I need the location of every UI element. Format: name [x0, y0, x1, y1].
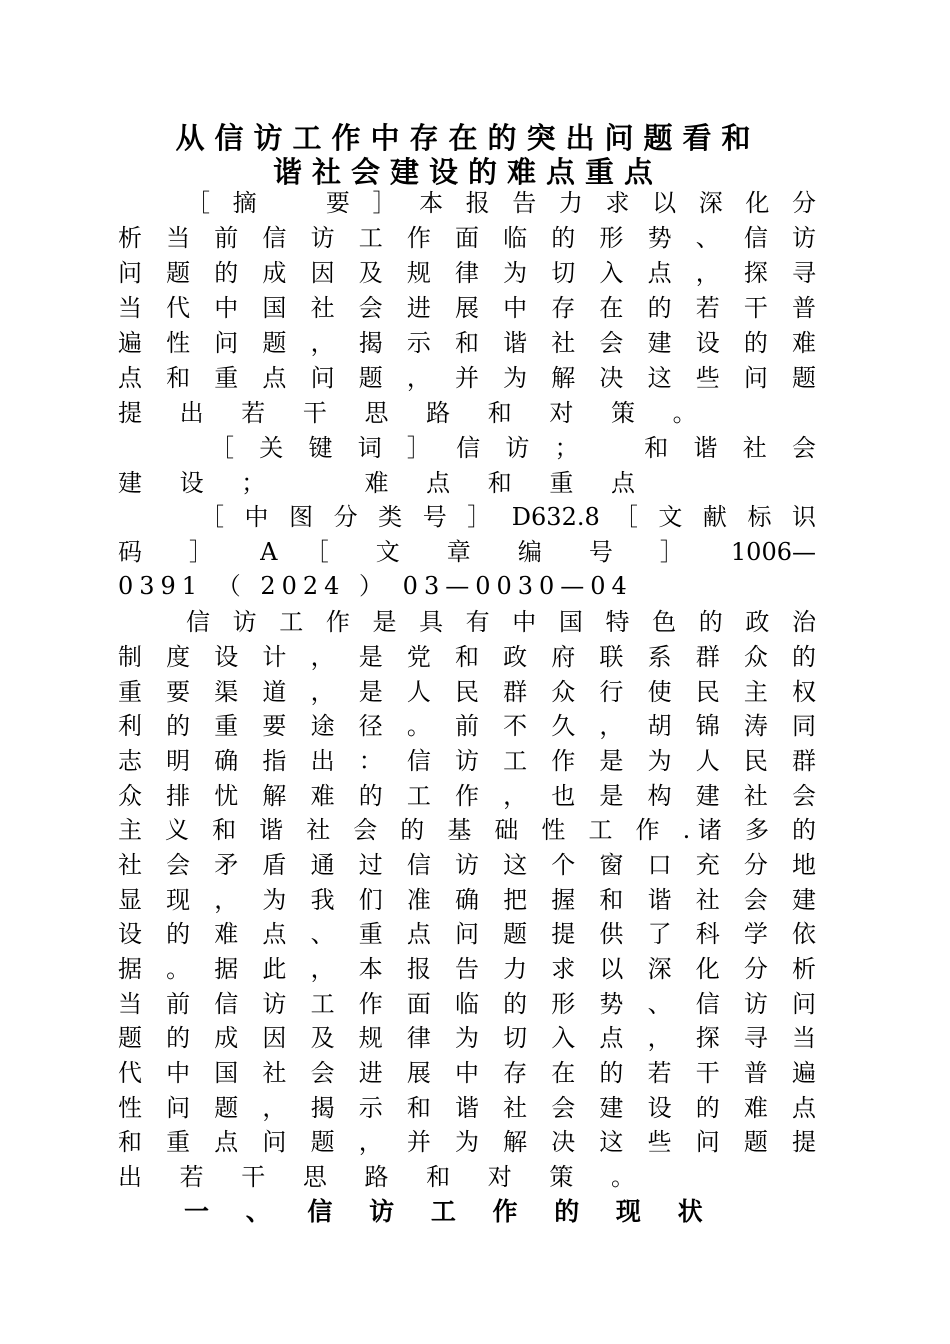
abstract-line: 点 和 重 点 问 题 ， 并 为 解 决 这 些 问 题 — [118, 364, 816, 392]
abstract-line: 析 当 前 信 访 工 作 面 临 的 形 势 、 信 访 — [118, 224, 816, 252]
body-line: 社 会 矛 盾 通 过 信 访 这 个 窗 口 充 分 地 — [118, 851, 816, 879]
abstract-line: 当 代 中 国 社 会 进 展 中 存 在 的 若 干 普 — [118, 294, 816, 322]
abstract-line: 遍 性 问 题 ， 揭 示 和 谐 社 会 建 设 的 难 — [118, 329, 816, 357]
body-line: 主 义 和 谐 社 会 的 基 础 性 工 作 .诸 多 的 — [118, 816, 816, 844]
body-line: 显 现 ， 为 我 们 准 确 把 握 和 谐 社 会 建 — [118, 886, 816, 914]
abstract-line: 问 题 的 成 因 及 规 律 为 切 入 点 ， 探 寻 — [118, 259, 816, 287]
classification-line: 0391 （ 2024 ） 03—0030—04 — [118, 572, 633, 600]
abstract-line: 提 出 若 干 思 路 和 对 策 。 — [118, 399, 712, 427]
classification-line: ［ 中 图 分 类 号 ］ D632.8 ［ 文 献 标 识 — [200, 503, 816, 531]
body-line: 重 要 渠 道 ， 是 人 民 群 众 行 使 民 主 权 — [118, 678, 816, 706]
body-line: 利 的 重 要 途 径 。 前 不 久 ， 胡 锦 涛 同 — [118, 712, 816, 740]
body-line: 和 重 点 问 题 ， 并 为 解 决 这 些 问 题 提 — [118, 1128, 816, 1156]
body-line: 制 度 设 计 ， 是 党 和 政 府 联 系 群 众 的 — [118, 643, 816, 671]
body-line: 众 排 忧 解 难 的 工 作 ， 也 是 构 建 社 会 — [118, 782, 816, 810]
body-line: 信 访 工 作 是 具 有 中 国 特 色 的 政 治 — [186, 608, 816, 636]
classification-line: 码 ］ A ［ 文 章 编 号 ］ 1006— — [118, 538, 816, 566]
body-line: 据 。 据 此 ， 本 报 告 力 求 以 深 化 分 析 — [118, 955, 816, 983]
body-line: 性 问 题 ， 揭 示 和 谐 社 会 建 设 的 难 点 — [118, 1094, 816, 1122]
body-line: 志 明 确 指 出 ： 信 访 工 作 是 为 人 民 群 — [118, 747, 816, 775]
body-line: 设 的 难 点 、 重 点 问 题 提 供 了 科 学 依 — [118, 920, 816, 948]
keywords-line: ［ 关 键 词 ］ 信 访 ； 和 谐 社 会 — [210, 434, 816, 462]
keywords-line: 建 设 ； 难 点 和 重 点 — [118, 469, 651, 497]
section-heading: 一 、 信 访 工 作 的 现 状 — [184, 1197, 717, 1226]
body-line: 题 的 成 因 及 规 律 为 切 入 点 ， 探 寻 当 — [118, 1024, 816, 1052]
body-line: 代 中 国 社 会 进 展 中 存 在 的 若 干 普 遍 — [118, 1059, 816, 1087]
title-line-2: 谐社会建设的难点重点 — [272, 155, 663, 189]
abstract-line: ［ 摘 要 ］ 本 报 告 力 求 以 深 化 分 — [186, 189, 816, 217]
body-line: 出 若 干 思 路 和 对 策 。 — [118, 1163, 651, 1191]
body-line: 当 前 信 访 工 作 面 临 的 形 势 、 信 访 问 — [118, 990, 816, 1018]
title-line-1: 从信访工作中存在的突出问题看和 — [175, 121, 761, 155]
